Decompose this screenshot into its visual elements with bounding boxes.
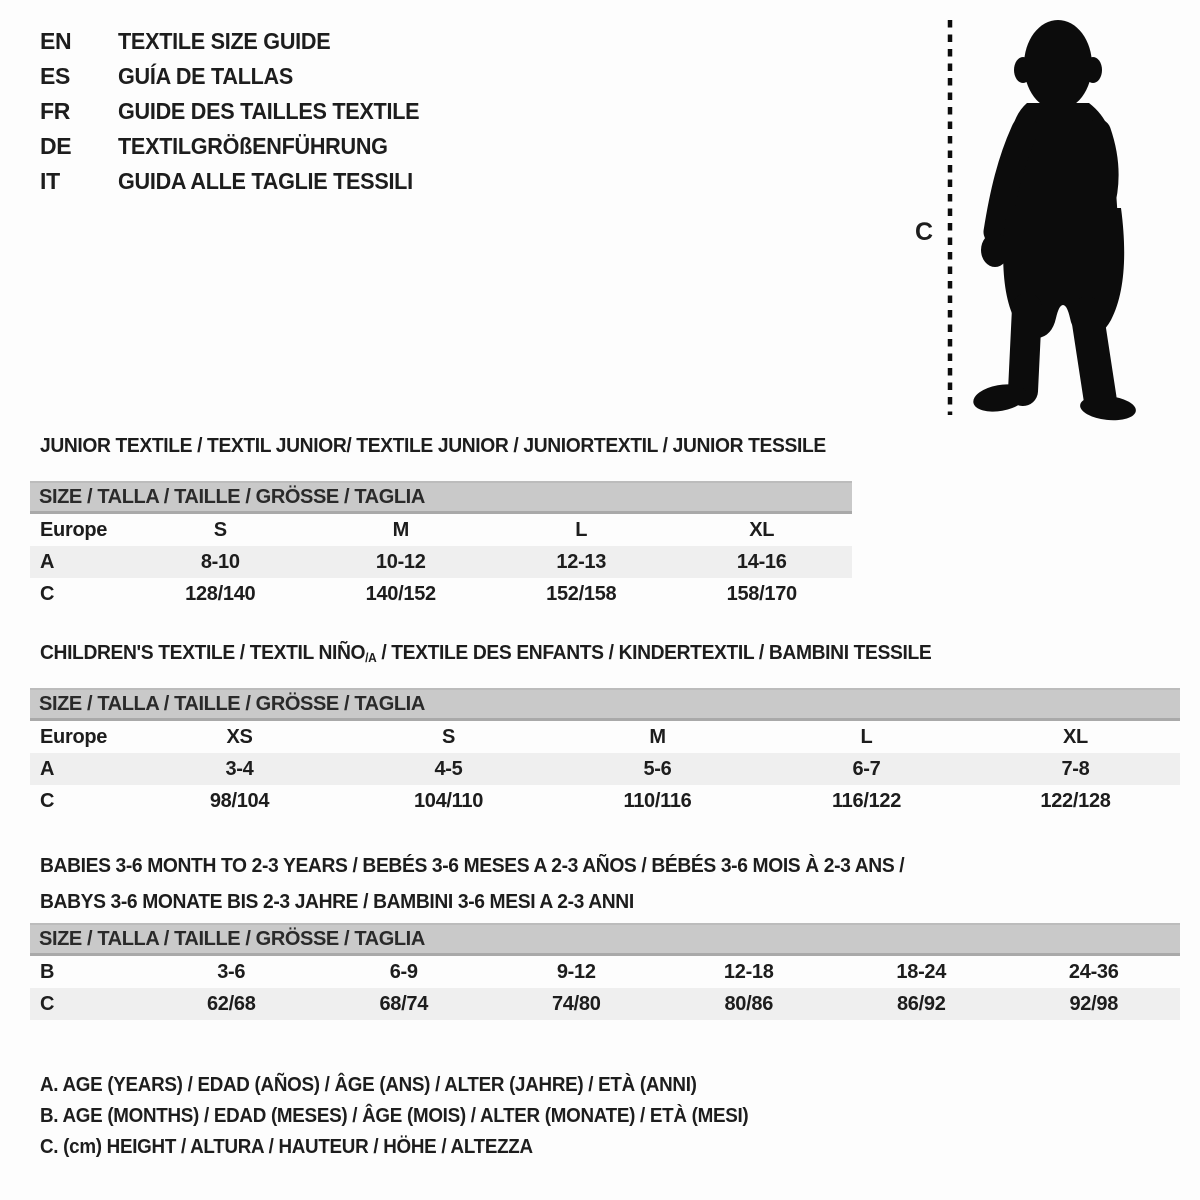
height-cell: 68/74 (379, 993, 429, 1015)
size-cell: L (575, 519, 588, 541)
row-label: Europe (40, 519, 108, 541)
height-measure-label: C (915, 218, 933, 246)
row-label: B (40, 961, 55, 983)
age-cell: 14-16 (736, 551, 787, 573)
children-size-table (30, 688, 1180, 817)
age-cell: 3-6 (217, 961, 246, 983)
babies-size-table (30, 923, 1180, 1020)
row-label: C (40, 583, 55, 605)
language-title-list (40, 24, 439, 199)
junior-size-table (30, 481, 852, 610)
language-row-es (40, 59, 439, 94)
age-cell: 8-10 (200, 551, 240, 573)
height-cell: 98/104 (209, 790, 270, 812)
size-cell: S (441, 726, 456, 748)
row-label: A (40, 758, 55, 780)
size-cell: L (860, 726, 873, 748)
legend-height-cm: C. (cm) HEIGHT / ALTURA / HAUTEUR / HÖHE / ALTEZZA (40, 1136, 533, 1158)
table-row-height-cm (30, 988, 1180, 1020)
babies-title-line1: BABIES 3-6 MONTH TO 2-3 YEARS / BEBÉS 3-6 MESES A 2-3 AÑOS / BÉBÉS 3-6 MOIS À 2-3 ANS / (40, 854, 905, 877)
children-title-sub: /A (365, 650, 377, 666)
table-row-age-months (30, 956, 1180, 988)
language-code: ES (40, 63, 71, 89)
size-cell: M (649, 726, 666, 748)
row-label: A (40, 551, 55, 573)
toddler-silhouette-svg (915, 8, 1147, 423)
language-row-de (40, 129, 439, 164)
size-cell: XS (226, 726, 253, 748)
height-cell: 140/152 (365, 583, 436, 605)
guide-title-it: GUIDA ALLE TAGLIE TESSILI (118, 168, 413, 194)
age-cell: 24-36 (1068, 961, 1119, 983)
table-row-age-years (30, 753, 1180, 785)
height-cell: 128/140 (185, 583, 256, 605)
age-cell: 18-24 (896, 961, 947, 983)
row-label: C (40, 993, 55, 1015)
table-row-europe (30, 514, 852, 546)
language-row-en (40, 24, 439, 59)
children-section-title (40, 641, 931, 665)
height-cell: 86/92 (896, 993, 946, 1015)
age-cell: 10-12 (375, 551, 426, 573)
height-cell: 62/68 (206, 993, 256, 1015)
table-row-height-cm (30, 578, 852, 610)
row-label: C (40, 790, 55, 812)
age-cell: 12-18 (723, 961, 774, 983)
language-row-fr (40, 94, 439, 129)
height-measure-figure (915, 8, 1147, 423)
size-cell: XL (749, 519, 775, 541)
language-code: EN (40, 28, 72, 54)
age-cell: 4-5 (434, 758, 463, 780)
height-cell: 104/110 (413, 790, 484, 812)
height-cell: 122/128 (1040, 790, 1111, 812)
legend-age-months: B. AGE (MONTHS) / EDAD (MESES) / ÂGE (MOIS) / ALTER (MONATE) / ETÀ (MESI) (40, 1105, 749, 1127)
guide-title-es: GUÍA DE TALLAS (118, 63, 294, 89)
guide-title-de: TEXTILGRÖßENFÜHRUNG (118, 133, 388, 159)
age-cell: 6-9 (389, 961, 418, 983)
height-cell: 116/122 (831, 790, 902, 812)
table-row-europe (30, 721, 1180, 753)
children-size-header-bar: SIZE / TALLA / TAILLE / GRÖSSE / TAGLIA (30, 688, 1180, 721)
height-cell: 158/170 (726, 583, 797, 605)
language-code: IT (40, 168, 60, 194)
size-cell: M (392, 519, 409, 541)
junior-section-title: JUNIOR TEXTILE / TEXTIL JUNIOR/ TEXTILE JUNIOR / JUNIORTEXTIL / JUNIOR TESSILE (40, 434, 826, 457)
height-cell: 80/86 (724, 993, 774, 1015)
age-cell: 5-6 (643, 758, 672, 780)
height-cell: 74/80 (551, 993, 601, 1015)
table-row-age-years (30, 546, 852, 578)
junior-size-header-bar: SIZE / TALLA / TAILLE / GRÖSSE / TAGLIA (30, 481, 852, 514)
age-cell: 12-13 (556, 551, 607, 573)
babies-section-title (40, 848, 904, 920)
measurement-legend (40, 1070, 794, 1163)
guide-title-fr: GUIDE DES TAILLES TEXTILE (118, 98, 420, 124)
height-cell: 152/158 (546, 583, 617, 605)
age-cell: 7-8 (1061, 758, 1090, 780)
age-cell: 9-12 (556, 961, 596, 983)
language-code: DE (40, 133, 72, 159)
language-code: FR (40, 98, 71, 124)
guide-title-en: TEXTILE SIZE GUIDE (118, 28, 331, 54)
size-cell: XL (1063, 726, 1088, 748)
children-title-rest: / TEXTILE DES ENFANTS / KINDERTEXTIL / BAMBINI TESSILE (376, 641, 932, 664)
age-cell: 3-4 (225, 758, 254, 780)
children-title-main: CHILDREN'S TEXTILE / TEXTIL NIÑO (40, 641, 366, 664)
age-cell: 6-7 (852, 758, 881, 780)
size-cell: S (213, 519, 227, 541)
height-cell: 92/98 (1069, 993, 1119, 1015)
babies-title-line2: BABYS 3-6 MONATE BIS 2-3 JAHRE / BAMBINI 3-6 MESI A 2-3 ANNI (40, 890, 634, 913)
row-label: Europe (40, 726, 108, 748)
toddler-silhouette (971, 20, 1137, 423)
height-cell: 110/116 (623, 790, 692, 812)
legend-age-years: A. AGE (YEARS) / EDAD (AÑOS) / ÂGE (ANS) / ALTER (JAHRE) / ETÀ (ANNI) (40, 1074, 697, 1096)
babies-size-header-bar: SIZE / TALLA / TAILLE / GRÖSSE / TAGLIA (30, 923, 1180, 956)
table-row-height-cm (30, 785, 1180, 817)
language-row-it (40, 164, 439, 199)
